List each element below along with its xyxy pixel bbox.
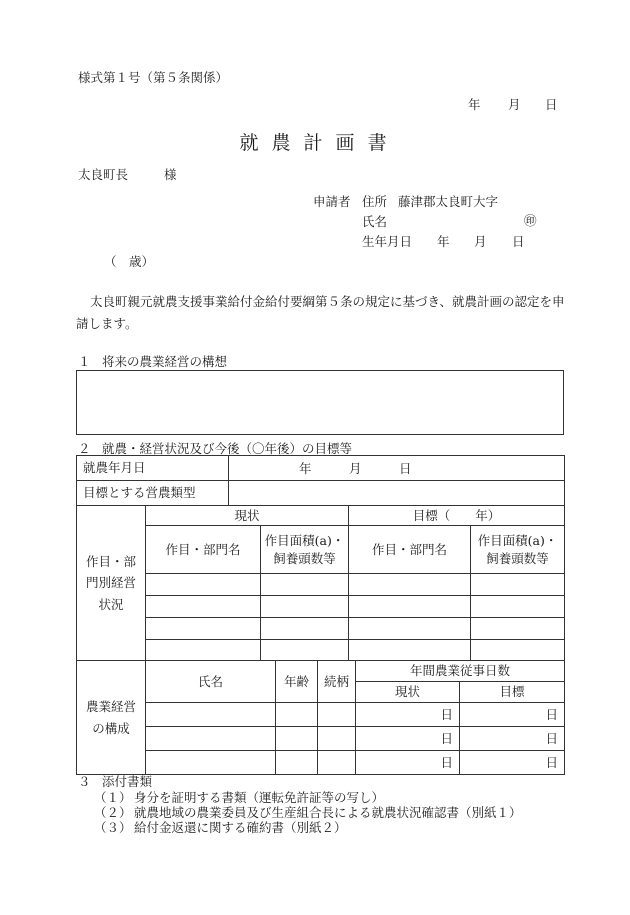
seal-icon: ㊞ <box>524 213 537 228</box>
days-target-cell[interactable]: 日 <box>460 751 565 775</box>
attachment-num: （１） <box>94 790 132 805</box>
current-header: 現状 <box>146 506 349 526</box>
age-col-header: 年齢 <box>276 661 318 703</box>
attachment-text: 身分を証明する書類（運転免許証等の写し） <box>134 790 385 805</box>
members-label-line: の構成 <box>92 720 130 736</box>
page-title <box>233 128 393 155</box>
status-label-line: 門別経営 <box>85 575 136 591</box>
table-row <box>77 727 565 751</box>
cell[interactable] <box>349 574 471 596</box>
start-date-cell[interactable] <box>229 456 565 481</box>
days-current-header: 現状 <box>356 682 460 703</box>
area-col-target <box>471 526 565 574</box>
cell[interactable] <box>318 727 356 751</box>
table-row <box>77 618 565 640</box>
area-col-current <box>261 526 349 574</box>
cell[interactable] <box>276 703 318 727</box>
cell[interactable] <box>146 727 276 751</box>
title-char: 就 <box>239 132 259 154</box>
area-col-line: 飼養頭数等 <box>486 550 549 566</box>
addressee-name: 太良町長 <box>78 167 129 182</box>
date-month: 月 <box>508 97 521 112</box>
cell[interactable] <box>261 574 349 596</box>
status-label <box>77 506 146 661</box>
crop-col-current: 作目・部門名 <box>146 526 261 574</box>
name-col-header: 氏名 <box>146 661 276 703</box>
days-current-cell[interactable]: 日 <box>356 703 460 727</box>
cell[interactable] <box>146 618 261 640</box>
attachment-text: 就農地域の農業委員及び生産組合長による就農状況確認書（別紙１） <box>134 805 522 820</box>
cell[interactable] <box>318 751 356 775</box>
section1-num: １ <box>78 354 91 369</box>
table-row <box>77 703 565 727</box>
cell[interactable] <box>471 596 565 618</box>
section3-num: ３ <box>78 774 91 789</box>
cell[interactable] <box>349 640 471 661</box>
table-row <box>77 640 565 661</box>
cell[interactable] <box>471 618 565 640</box>
date-day: 日 <box>545 97 558 112</box>
cell[interactable] <box>276 727 318 751</box>
area-col-line: 飼養頭数等 <box>273 550 336 566</box>
birth-year: 年 <box>437 234 450 249</box>
start-year: 年 <box>299 461 312 476</box>
farm-start-table <box>76 455 565 506</box>
days-col-header: 年間農業従事日数 <box>356 661 565 682</box>
birth-month: 月 <box>474 234 487 249</box>
crop-col-target: 作目・部門名 <box>349 526 471 574</box>
cell[interactable] <box>146 640 261 661</box>
section1-title: 将来の農業経営の構想 <box>102 354 228 369</box>
attachment-text: 給付金返還に関する確約書（別紙２） <box>134 820 347 835</box>
table-row <box>77 574 565 596</box>
cell[interactable] <box>349 618 471 640</box>
days-target-header: 目標 <box>460 682 565 703</box>
cell[interactable] <box>471 640 565 661</box>
name-label: 氏名 <box>362 214 388 229</box>
cell[interactable] <box>318 703 356 727</box>
body-text-line1: 太良町親元就農支援事業給付金給付要綱第５条の規定に基づき、就農計画の認定を申 <box>90 294 565 309</box>
section2-title: 就農・経営状況及び今後（〇年後）の目標等 <box>102 441 353 456</box>
area-col-line: 作目面積(a)・ <box>264 533 345 548</box>
cell[interactable] <box>261 640 349 661</box>
cell[interactable] <box>471 574 565 596</box>
table-row <box>77 596 565 618</box>
cell[interactable] <box>261 618 349 640</box>
target-type-label: 目標とする営農類型 <box>77 481 229 506</box>
days-current-cell[interactable]: 日 <box>356 727 460 751</box>
area-col-line: 作目面積(a)・ <box>477 533 558 548</box>
age-text: （ 歳） <box>104 254 155 269</box>
start-month: 月 <box>349 461 362 476</box>
table-row <box>77 751 565 775</box>
title-char: 書 <box>367 132 387 154</box>
title-char: 計 <box>303 132 323 154</box>
attachment-num: （２） <box>94 805 132 820</box>
start-day: 日 <box>399 461 412 476</box>
section2-num: ２ <box>78 441 91 456</box>
target-type-cell[interactable] <box>229 481 565 506</box>
status-label-line: 状況 <box>98 596 124 612</box>
crop-status-table <box>76 505 565 661</box>
cell[interactable] <box>146 751 276 775</box>
applicant-label: 申請者 <box>313 194 351 209</box>
address-value: 藤津郡太良町大字 <box>398 194 499 209</box>
target-header: 目標（ 年） <box>349 506 565 526</box>
attachment-item <box>94 818 347 836</box>
form-label: 様式第１号（第５条関係） <box>78 70 229 85</box>
addressee-honorific: 様 <box>164 167 177 182</box>
cell[interactable] <box>276 751 318 775</box>
date-year: 年 <box>468 97 481 112</box>
relation-col-header: 続柄 <box>318 661 356 703</box>
birth-label: 生年月日 <box>362 234 413 249</box>
cell[interactable] <box>146 596 261 618</box>
future-plan-box[interactable] <box>76 370 564 435</box>
section3-title: 添付書類 <box>102 774 153 789</box>
days-target-cell[interactable]: 日 <box>460 703 565 727</box>
title-char: 画 <box>335 132 355 154</box>
address-label: 住所 <box>362 194 388 209</box>
days-current-cell[interactable]: 日 <box>356 751 460 775</box>
title-char: 農 <box>271 132 291 154</box>
members-label-line: 農業経営 <box>85 699 136 714</box>
members-label <box>77 661 146 775</box>
birth-day: 日 <box>512 234 525 249</box>
cell[interactable] <box>349 596 471 618</box>
start-date-label: 就農年月日 <box>77 456 229 481</box>
status-label-line: 作目・部 <box>85 553 136 569</box>
cell[interactable] <box>261 596 349 618</box>
cell[interactable] <box>146 574 261 596</box>
farm-members-table <box>76 660 565 775</box>
body-text-line2: 請します。 <box>76 316 138 331</box>
cell[interactable] <box>146 703 276 727</box>
days-target-cell[interactable]: 日 <box>460 727 565 751</box>
attachment-num: （３） <box>94 820 132 835</box>
